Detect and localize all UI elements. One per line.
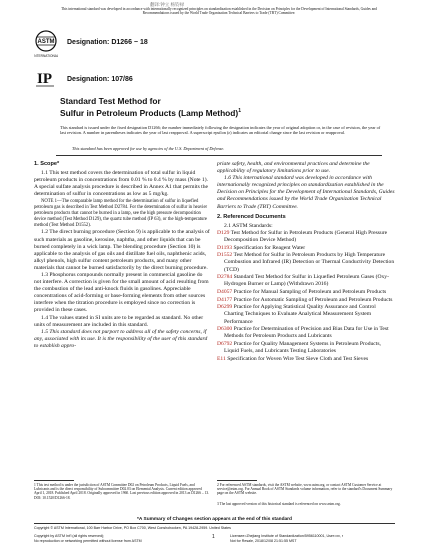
dod-note: This standard has been approved for use by agencies of the U.S. Department of Defense. [72,146,225,151]
footnote-right-1: 2 For referenced ASTM standards, visit the ASTM website, www.astm.org, or contact ASTM Customer Service at service@astm.org. For Annual Book of ASTM Standards volume information, refer to the standard's Document Summary page on the ASTM website. [217,483,393,496]
bottom-right-2: Not for Resale, 2018/12/08 21:51:55 MST [230,539,297,543]
reference-code-link[interactable]: D2784 [217,274,233,281]
bottom-left-2: No reproduction or networking permitted without license from ASTM [34,539,142,543]
summary-note: *A Summary of Changes section appears at the end of this standard [137,517,292,522]
footnote-rule-right [217,480,257,481]
footnote-right-2: 3 The last approved version of this historical standard is referenced on www.astm.org. [217,502,341,506]
refs-heading: 2. Referenced Documents [217,213,286,220]
title-footnote-mark: 1 [238,108,241,114]
bottom-rule [34,523,395,524]
intro-rule [56,155,382,156]
para-1-5: 1.5 This standard does not purport to address all of the safety concerns, if any, associated with its use. It is the responsibility of the user of this standard to establish appro- [34,328,208,349]
reference-item [217,245,395,252]
astm-logo [34,30,58,60]
reference-item [217,326,395,340]
astm-designation: Designation: D1266 − 18 [67,39,148,46]
reference-code-link[interactable]: D6299 [217,304,233,311]
reference-code-link[interactable]: D4177 [217,296,233,303]
para-1-4: 1.4 The values stated in SI units are to be regarded as standard. No other units of measurement are included in this standard. [34,314,204,328]
ip-logo-text: IP [37,71,52,87]
para-1-6: 1.6 This international standard was developed in accordance with internationally recognized principles on standardization established in the Decision on Principles for the Development of International Standards, Guides and Recommendations issued by the World Trade Organization Technical Barriers to Trade (TBT) Committee. [217,175,395,210]
left-column [34,161,210,350]
title-line-1: Standard Test Method for [60,96,161,106]
para-1-5-cont: priate safety, health, and environmental practices and determine the applicability of regulatory limitations prior to use. [217,161,370,175]
reference-item [217,356,395,363]
reference-title: Practice for Quality Management Systems in Petroleum Products, Liquid Fuels, and Lubricants Testing Laboratories [224,341,381,355]
reference-title: Practice for Manual Sampling of Petroleum and Petroleum Products [233,288,387,295]
para-1-3: 1.3 Phosphorus compounds normally present in commercial gasoline do not interfere. A correction is given for the small amount of acid resulting from the combustion of the lead anti-knock fluids in gasolines. Appreciable concentrations of acid-forming or base-forming elements from other sources interfere when the titration procedure is employed since no correction is provided in these cases. [34,272,209,314]
right-column [217,161,395,363]
reference-code-link[interactable]: E11 [217,355,226,362]
ip-logo [34,66,56,88]
reference-title: Standard Test Method for Sulfur in Liquefied Petroleum Gases (Oxy-Hydrogen Burner or Lamp) (Withdrawn 2016) [224,274,389,288]
page-number: 1 [212,534,215,540]
reference-title: Specification for Reagent Water [233,244,306,251]
reference-title: Test Method for Sulfur in Petroleum Products by High Temperature Combustion and Infrared (IR) Detection or Thermal Conductivity Detection (TCD) [224,252,395,273]
reference-code-link[interactable]: D1552 [217,252,233,259]
reference-title: Practice for Applying Statistical Quality Assurance and Control Charting Techniques to Evaluate Analytical Measurement System Performance [224,304,376,325]
scope-heading: 1. Scope* [34,161,60,167]
reference-item [217,297,395,304]
reference-title: Test Method for Sulfur in Petroleum Products (General High Pressure Decomposition Device Method) [224,229,388,243]
header-notice: This international standard was developed in accordance with internationally recognized principles on standardization established in the Decision on Principles for the Development of International Standards, Guides and Recommendations issued by the World Trade Organization Technical Barriers to Trade (TBT) Committee. [61,7,377,16]
astm-logo-mark [34,30,58,60]
astm-standards-label: 2.1 ASTM Standards: [224,222,273,229]
ip-designation: Designation: 107/86 [67,76,133,83]
reference-title: Specification for Woven Wire Test Sieve Cloth and Test Sieves [227,355,369,362]
para-1-2: 1.2 The direct burning procedure (Section 9) is applicable to the analysis of such materials as gasoline, kerosine, naphtha, and other liquids that can be burned completely in a wick lamp. The blending procedure (Section 10) is applicable to the analysis of gas oils and distillate fuel oils, naphthenic acids, alkyl phenols, high sulfur content petroleum products, and many other materials that cannot be burned satisfactorily by the direct burning procedure. [34,229,210,271]
title-line-2: Sulfur in Petroleum Products (Lamp Method) [60,107,239,118]
reference-code-link[interactable]: D129 [217,229,230,236]
reference-item [217,289,395,296]
footnote-rule-left [34,480,74,481]
reference-code-link[interactable]: D1193 [217,244,233,251]
reference-code-link[interactable]: D6300 [217,326,233,333]
bottom-left-1: Copyright by ASTM Int'l (all rights reserved); [34,534,105,538]
reference-item [217,230,395,244]
reference-item [217,252,395,273]
reference-item [217,274,395,288]
page-title [60,96,241,118]
footnote-left: 1 This test method is under the jurisdiction of ASTM Committee D02 on Petroleum Products, Liquid Fuels, and Lubricants and is the direct responsibility of Subcommittee D02.03 on Elemental Analysis. Current edition approved April 1, 2018. Published April 2018. Originally approved in 1960. Last previous edition approved in 2013 as D1266 – 13. DOI: 10.1520/D1266-18. [34,483,210,500]
copyright-line: Copyright © ASTM International, 100 Barr Harbor Drive, PO Box C700, West Conshohocken, PA 19428-2959. United States [34,526,231,530]
reference-code-link[interactable]: D4057 [217,288,233,295]
note-1: NOTE 1—The comparable lamp method for the determination of sulfur in liquefied petroleum gas is described in Test Method D2784. For the determination of sulfur in heavier petroleum products that cannot be burned in a lamp, see the high pressure decomposition device method (Test Method D129), the quartz tube method (IP 63), or the high-temperature method (Test Method D1552). [34,199,208,228]
reference-item [217,341,395,355]
astm-logo-text: ASTM [37,39,55,45]
para-1-1: 1.1 This test method covers the determination of total sulfur in liquid petroleum products in concentrations from 0.01 % to 0.4 % by mass (Note 1). A special sulfate analysis procedure is described in Annex A1 that permits the determination of sulfur in concentrations as low as 5 mg/kg. [34,170,208,198]
astm-logo-sub: INTERNATIONAL [34,54,58,58]
reference-title: Practice for Automatic Sampling of Petroleum and Petroleum Products [233,296,393,303]
reference-item [217,304,395,325]
bottom-right-1: Licensee=Zhejiang Institute of Standardization/5956110001, User=xx, r [230,534,344,538]
translator-annotation: 翻译:钟立 杨钧禄 [150,2,184,7]
reference-code-link[interactable]: D6792 [217,341,233,347]
reference-title: Practice for Determination of Precision and Bias Data for Use in Test Methods for Petroleum Products and Lubricants [224,326,389,340]
issued-note: This standard is issued under the fixed designation D1266; the number immediately following the designation indicates the year of original adoption or, in the case of revision, the year of last revision. A number in parentheses indicates the year of last reapproval. A superscript epsilon (ε) indicates an editorial change since the last revision or reapproval. [60,125,381,136]
refs-list [217,230,395,363]
